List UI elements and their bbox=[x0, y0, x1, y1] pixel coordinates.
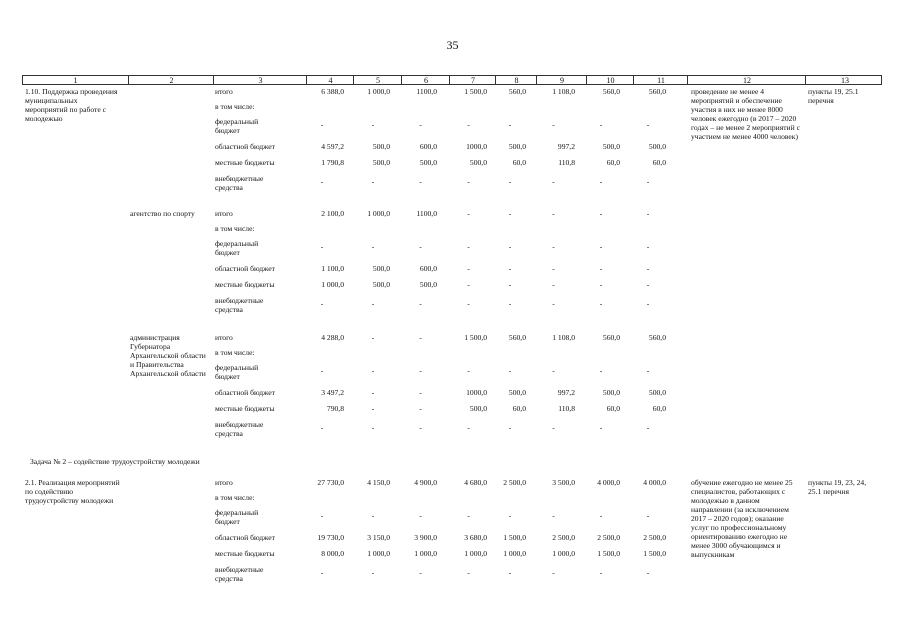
value-federal-col4: - bbox=[320, 242, 324, 251]
value-federal-col8: - bbox=[508, 366, 512, 375]
column-header-row bbox=[22, 75, 882, 85]
value-extra-col5: - bbox=[371, 423, 375, 432]
value-itogo-col11: 4 000,0 bbox=[643, 478, 666, 487]
value-federal-col7: - bbox=[467, 366, 470, 375]
column-header-9: 9 bbox=[536, 76, 587, 85]
value-federal-col7: - bbox=[467, 511, 470, 520]
value-itogo-col7: 1 500,0 bbox=[464, 333, 487, 342]
value-federal-col10: - bbox=[599, 366, 603, 375]
value-local-col6: 500,0 bbox=[419, 280, 437, 289]
value-itogo-col8: - bbox=[508, 209, 512, 218]
value-itogo-col7: - bbox=[467, 209, 470, 218]
value-local-col11: 60,0 bbox=[652, 158, 666, 167]
value-oblast-col6: 600,0 bbox=[419, 264, 437, 273]
value-federal-col8: - bbox=[508, 120, 512, 129]
column-header-2: 2 bbox=[128, 76, 214, 85]
value-local-col4: 1 790,8 bbox=[321, 158, 344, 167]
value-oblast-col8: 1 500,0 bbox=[503, 533, 526, 542]
row-label-including: в том числе: bbox=[215, 348, 255, 357]
row-label-oblast: областной бюджет bbox=[215, 388, 275, 397]
value-local-col5: 500,0 bbox=[372, 158, 390, 167]
value-oblast-col6: 3 900,0 bbox=[414, 533, 437, 542]
list-points: пункты 19, 23, 24, 25.1 перечня bbox=[808, 478, 867, 496]
value-local-col6: - bbox=[419, 404, 422, 413]
row-label-oblast: областной бюджет bbox=[215, 533, 275, 542]
value-local-col4: 790,8 bbox=[326, 404, 344, 413]
value-local-col8: 60,0 bbox=[512, 158, 526, 167]
row-label-extra: внебюджетные средства bbox=[215, 420, 264, 438]
executor-name: агентство по спорту bbox=[130, 209, 195, 218]
row-label-extra: внебюджетные средства bbox=[215, 296, 264, 314]
value-oblast-col11: 2 500,0 bbox=[643, 533, 666, 542]
value-oblast-col8: - bbox=[508, 264, 512, 273]
value-oblast-col5: 3 150,0 bbox=[367, 533, 390, 542]
value-itogo-col9: - bbox=[552, 209, 555, 218]
value-local-col11: 1 500,0 bbox=[643, 549, 666, 558]
value-itogo-col11: 560,0 bbox=[648, 87, 666, 96]
value-federal-col11: - bbox=[646, 366, 650, 375]
measure-name: 2.1. Реализация мероприятий по содействию трудоустройству молодежи bbox=[25, 478, 120, 505]
value-oblast-col11: - bbox=[646, 264, 650, 273]
value-federal-col5: - bbox=[371, 120, 375, 129]
value-oblast-col7: - bbox=[467, 264, 470, 273]
value-federal-col9: - bbox=[552, 366, 555, 375]
value-extra-col5: - bbox=[371, 299, 375, 308]
value-oblast-col6: 600,0 bbox=[419, 142, 437, 151]
value-federal-col11: - bbox=[646, 120, 650, 129]
value-local-col10: 60,0 bbox=[606, 404, 620, 413]
value-itogo-col10: 560,0 bbox=[602, 87, 620, 96]
value-federal-col6: - bbox=[419, 511, 422, 520]
value-oblast-col10: 500,0 bbox=[602, 142, 620, 151]
value-itogo-col6: 1100,0 bbox=[416, 209, 437, 218]
value-local-col5: - bbox=[371, 404, 375, 413]
value-oblast-col8: 500,0 bbox=[508, 142, 526, 151]
value-local-col8: 60,0 bbox=[512, 404, 526, 413]
value-extra-col9: - bbox=[552, 299, 555, 308]
row-label-itogo: итого bbox=[215, 209, 233, 218]
value-itogo-col5: - bbox=[371, 333, 375, 342]
target-indicator: обучение ежегодно не менее 25 специалистов, работающих с молодежью в данном направлении (за исключением 2017 – 2020 годов); оказание услуг по профессиональному ориентированию ежегодно не менее 3000 обучающимся и выпускникам bbox=[691, 478, 793, 559]
value-itogo-col10: 4 000,0 bbox=[597, 478, 620, 487]
value-extra-col8: - bbox=[508, 423, 512, 432]
value-extra-col4: - bbox=[320, 299, 324, 308]
value-local-col11: - bbox=[646, 280, 650, 289]
value-oblast-col5: 500,0 bbox=[372, 142, 390, 151]
value-oblast-col4: 1 100,0 bbox=[321, 264, 344, 273]
value-itogo-col5: 1 000,0 bbox=[367, 87, 390, 96]
value-federal-col5: - bbox=[371, 511, 375, 520]
value-federal-col4: - bbox=[320, 120, 324, 129]
value-itogo-col4: 27 730,0 bbox=[317, 478, 344, 487]
value-oblast-col9: - bbox=[552, 264, 555, 273]
value-federal-col5: - bbox=[371, 242, 375, 251]
value-extra-col8: - bbox=[508, 299, 512, 308]
value-extra-col7: - bbox=[467, 299, 470, 308]
value-local-col8: - bbox=[508, 280, 512, 289]
value-itogo-col6: 4 900,0 bbox=[414, 478, 437, 487]
row-label-including: в том числе: bbox=[215, 493, 255, 502]
value-federal-col6: - bbox=[419, 366, 422, 375]
value-oblast-col11: 500,0 bbox=[648, 142, 666, 151]
value-oblast-col9: 997,2 bbox=[557, 388, 575, 397]
value-federal-col10: - bbox=[599, 120, 603, 129]
value-itogo-col11: - bbox=[646, 209, 650, 218]
value-itogo-col8: 560,0 bbox=[508, 333, 526, 342]
value-local-col9: 1 000,0 bbox=[552, 549, 575, 558]
value-oblast-col6: - bbox=[419, 388, 422, 397]
value-local-col4: 1 000,0 bbox=[321, 280, 344, 289]
value-federal-col10: - bbox=[599, 511, 603, 520]
value-extra-col5: - bbox=[371, 177, 375, 186]
value-extra-col4: - bbox=[320, 177, 324, 186]
value-oblast-col7: 1000,0 bbox=[466, 142, 487, 151]
list-points: пункты 19, 25.1 перечня bbox=[808, 87, 859, 105]
value-local-col6: 500,0 bbox=[419, 158, 437, 167]
value-extra-col11: - bbox=[646, 299, 650, 308]
value-local-col9: 110,8 bbox=[558, 158, 575, 167]
value-federal-col8: - bbox=[508, 242, 512, 251]
value-extra-col7: - bbox=[467, 568, 470, 577]
row-label-local: местные бюджеты bbox=[215, 404, 275, 413]
column-header-13: 13 bbox=[805, 76, 884, 85]
value-federal-col8: - bbox=[508, 511, 512, 520]
value-oblast-col9: 997,2 bbox=[557, 142, 575, 151]
value-local-col6: 1 000,0 bbox=[414, 549, 437, 558]
value-local-col7: 500,0 bbox=[469, 404, 487, 413]
value-federal-col7: - bbox=[467, 120, 470, 129]
value-extra-col9: - bbox=[552, 423, 555, 432]
value-itogo-col9: 1 108,0 bbox=[552, 333, 575, 342]
row-label-local: местные бюджеты bbox=[215, 280, 275, 289]
value-itogo-col8: 560,0 bbox=[508, 87, 526, 96]
value-oblast-col8: 500,0 bbox=[508, 388, 526, 397]
value-federal-col5: - bbox=[371, 366, 375, 375]
row-label-itogo: итого bbox=[215, 87, 233, 96]
value-itogo-col6: 1100,0 bbox=[416, 87, 437, 96]
row-label-federal: федеральный бюджет bbox=[215, 117, 259, 135]
row-label-oblast: областной бюджет bbox=[215, 264, 275, 273]
value-itogo-col9: 1 108,0 bbox=[552, 87, 575, 96]
executor-name: администрация Губернатора Архангельской области и Правительства Архангельской области bbox=[130, 333, 206, 378]
value-oblast-col11: 500,0 bbox=[648, 388, 666, 397]
value-extra-col9: - bbox=[552, 177, 555, 186]
value-local-col4: 8 000,0 bbox=[321, 549, 344, 558]
value-federal-col9: - bbox=[552, 511, 555, 520]
value-federal-col7: - bbox=[467, 242, 470, 251]
value-local-col9: - bbox=[552, 280, 555, 289]
row-label-including: в том числе: bbox=[215, 224, 255, 233]
value-local-col5: 500,0 bbox=[372, 280, 390, 289]
row-label-itogo: итого bbox=[215, 478, 233, 487]
value-local-col7: - bbox=[467, 280, 470, 289]
value-extra-col11: - bbox=[646, 568, 650, 577]
value-oblast-col7: 1000,0 bbox=[466, 388, 487, 397]
row-label-federal: федеральный бюджет bbox=[215, 508, 259, 526]
value-local-col10: 1 500,0 bbox=[597, 549, 620, 558]
value-oblast-col5: 500,0 bbox=[372, 264, 390, 273]
column-header-6: 6 bbox=[401, 76, 450, 85]
value-oblast-col10: 500,0 bbox=[602, 388, 620, 397]
column-header-12: 12 bbox=[687, 76, 806, 85]
row-label-local: местные бюджеты bbox=[215, 549, 275, 558]
value-oblast-col10: 2 500,0 bbox=[597, 533, 620, 542]
row-label-including: в том числе: bbox=[215, 102, 255, 111]
value-extra-col4: - bbox=[320, 423, 324, 432]
value-extra-col10: - bbox=[599, 299, 603, 308]
value-itogo-col8: 2 500,0 bbox=[503, 478, 526, 487]
value-local-col7: 500,0 bbox=[469, 158, 487, 167]
value-extra-col8: - bbox=[508, 177, 512, 186]
value-extra-col10: - bbox=[599, 177, 603, 186]
value-itogo-col6: - bbox=[419, 333, 422, 342]
value-extra-col6: - bbox=[419, 423, 422, 432]
value-oblast-col4: 3 497,2 bbox=[321, 388, 344, 397]
value-itogo-col4: 2 100,0 bbox=[321, 209, 344, 218]
value-federal-col4: - bbox=[320, 366, 324, 375]
column-header-8: 8 bbox=[495, 76, 537, 85]
value-extra-col6: - bbox=[419, 299, 422, 308]
value-local-col9: 110,8 bbox=[558, 404, 575, 413]
value-itogo-col9: 3 500,0 bbox=[552, 478, 575, 487]
value-extra-col11: - bbox=[646, 423, 650, 432]
value-extra-col11: - bbox=[646, 177, 650, 186]
value-extra-col8: - bbox=[508, 568, 512, 577]
column-header-11: 11 bbox=[633, 76, 688, 85]
value-federal-col4: - bbox=[320, 511, 324, 520]
measure-name: 1.10. Поддержка проведения муниципальных мероприятий по работе с молодежью bbox=[25, 87, 118, 123]
row-label-oblast: областной бюджет bbox=[215, 142, 275, 151]
value-local-col10: 60,0 bbox=[606, 158, 620, 167]
value-oblast-col5: - bbox=[371, 388, 375, 397]
row-label-extra: внебюджетные средства bbox=[215, 565, 264, 583]
value-oblast-col4: 19 730,0 bbox=[317, 533, 344, 542]
row-label-itogo: итого bbox=[215, 333, 233, 342]
column-header-5: 5 bbox=[353, 76, 402, 85]
value-federal-col6: - bbox=[419, 242, 422, 251]
value-local-col7: 1 000,0 bbox=[464, 549, 487, 558]
task-2-heading: Задача № 2 – содействие трудоустройству молодежи bbox=[30, 457, 200, 466]
value-local-col8: 1 000,0 bbox=[503, 549, 526, 558]
value-federal-col9: - bbox=[552, 242, 555, 251]
column-header-7: 7 bbox=[449, 76, 496, 85]
column-header-10: 10 bbox=[586, 76, 634, 85]
value-extra-col10: - bbox=[599, 568, 603, 577]
value-extra-col5: - bbox=[371, 568, 375, 577]
value-extra-col6: - bbox=[419, 568, 422, 577]
value-itogo-col5: 1 000,0 bbox=[367, 209, 390, 218]
page-number: 35 bbox=[446, 38, 459, 52]
value-local-col5: 1 000,0 bbox=[367, 549, 390, 558]
value-oblast-col4: 4 597,2 bbox=[321, 142, 344, 151]
row-label-federal: федеральный бюджет bbox=[215, 239, 259, 257]
value-extra-col4: - bbox=[320, 568, 324, 577]
value-oblast-col9: 2 500,0 bbox=[552, 533, 575, 542]
value-itogo-col7: 4 680,0 bbox=[464, 478, 487, 487]
value-oblast-col10: - bbox=[599, 264, 603, 273]
column-header-3: 3 bbox=[213, 76, 307, 85]
value-oblast-col7: 3 680,0 bbox=[464, 533, 487, 542]
value-extra-col6: - bbox=[419, 177, 422, 186]
value-extra-col7: - bbox=[467, 423, 470, 432]
row-label-local: местные бюджеты bbox=[215, 158, 275, 167]
value-itogo-col4: 4 288,0 bbox=[321, 333, 344, 342]
value-federal-col10: - bbox=[599, 242, 603, 251]
column-header-1: 1 bbox=[73, 76, 78, 85]
value-itogo-col11: 560,0 bbox=[648, 333, 666, 342]
target-indicator: проведение не менее 4 мероприятий и обеспечение участия в них не менее 8000 человек ежегодно (в 2017 – 2020 годах – не менее 2 мероприятий с участием не менее 4000 человек) bbox=[691, 87, 800, 141]
value-itogo-col10: 560,0 bbox=[602, 333, 620, 342]
value-itogo-col10: - bbox=[599, 209, 603, 218]
value-extra-col10: - bbox=[599, 423, 603, 432]
value-extra-col9: - bbox=[552, 568, 555, 577]
value-itogo-col7: 1 500,0 bbox=[464, 87, 487, 96]
column-header-4: 4 bbox=[306, 76, 354, 85]
row-label-federal: федеральный бюджет bbox=[215, 363, 259, 381]
row-label-extra: внебюджетные средства bbox=[215, 174, 264, 192]
value-federal-col9: - bbox=[552, 120, 555, 129]
value-federal-col11: - bbox=[646, 511, 650, 520]
value-local-col10: - bbox=[599, 280, 603, 289]
value-extra-col7: - bbox=[467, 177, 470, 186]
value-federal-col6: - bbox=[419, 120, 422, 129]
value-itogo-col5: 4 150,0 bbox=[367, 478, 390, 487]
value-local-col11: 60,0 bbox=[652, 404, 666, 413]
value-federal-col11: - bbox=[646, 242, 650, 251]
value-itogo-col4: 6 388,0 bbox=[321, 87, 344, 96]
